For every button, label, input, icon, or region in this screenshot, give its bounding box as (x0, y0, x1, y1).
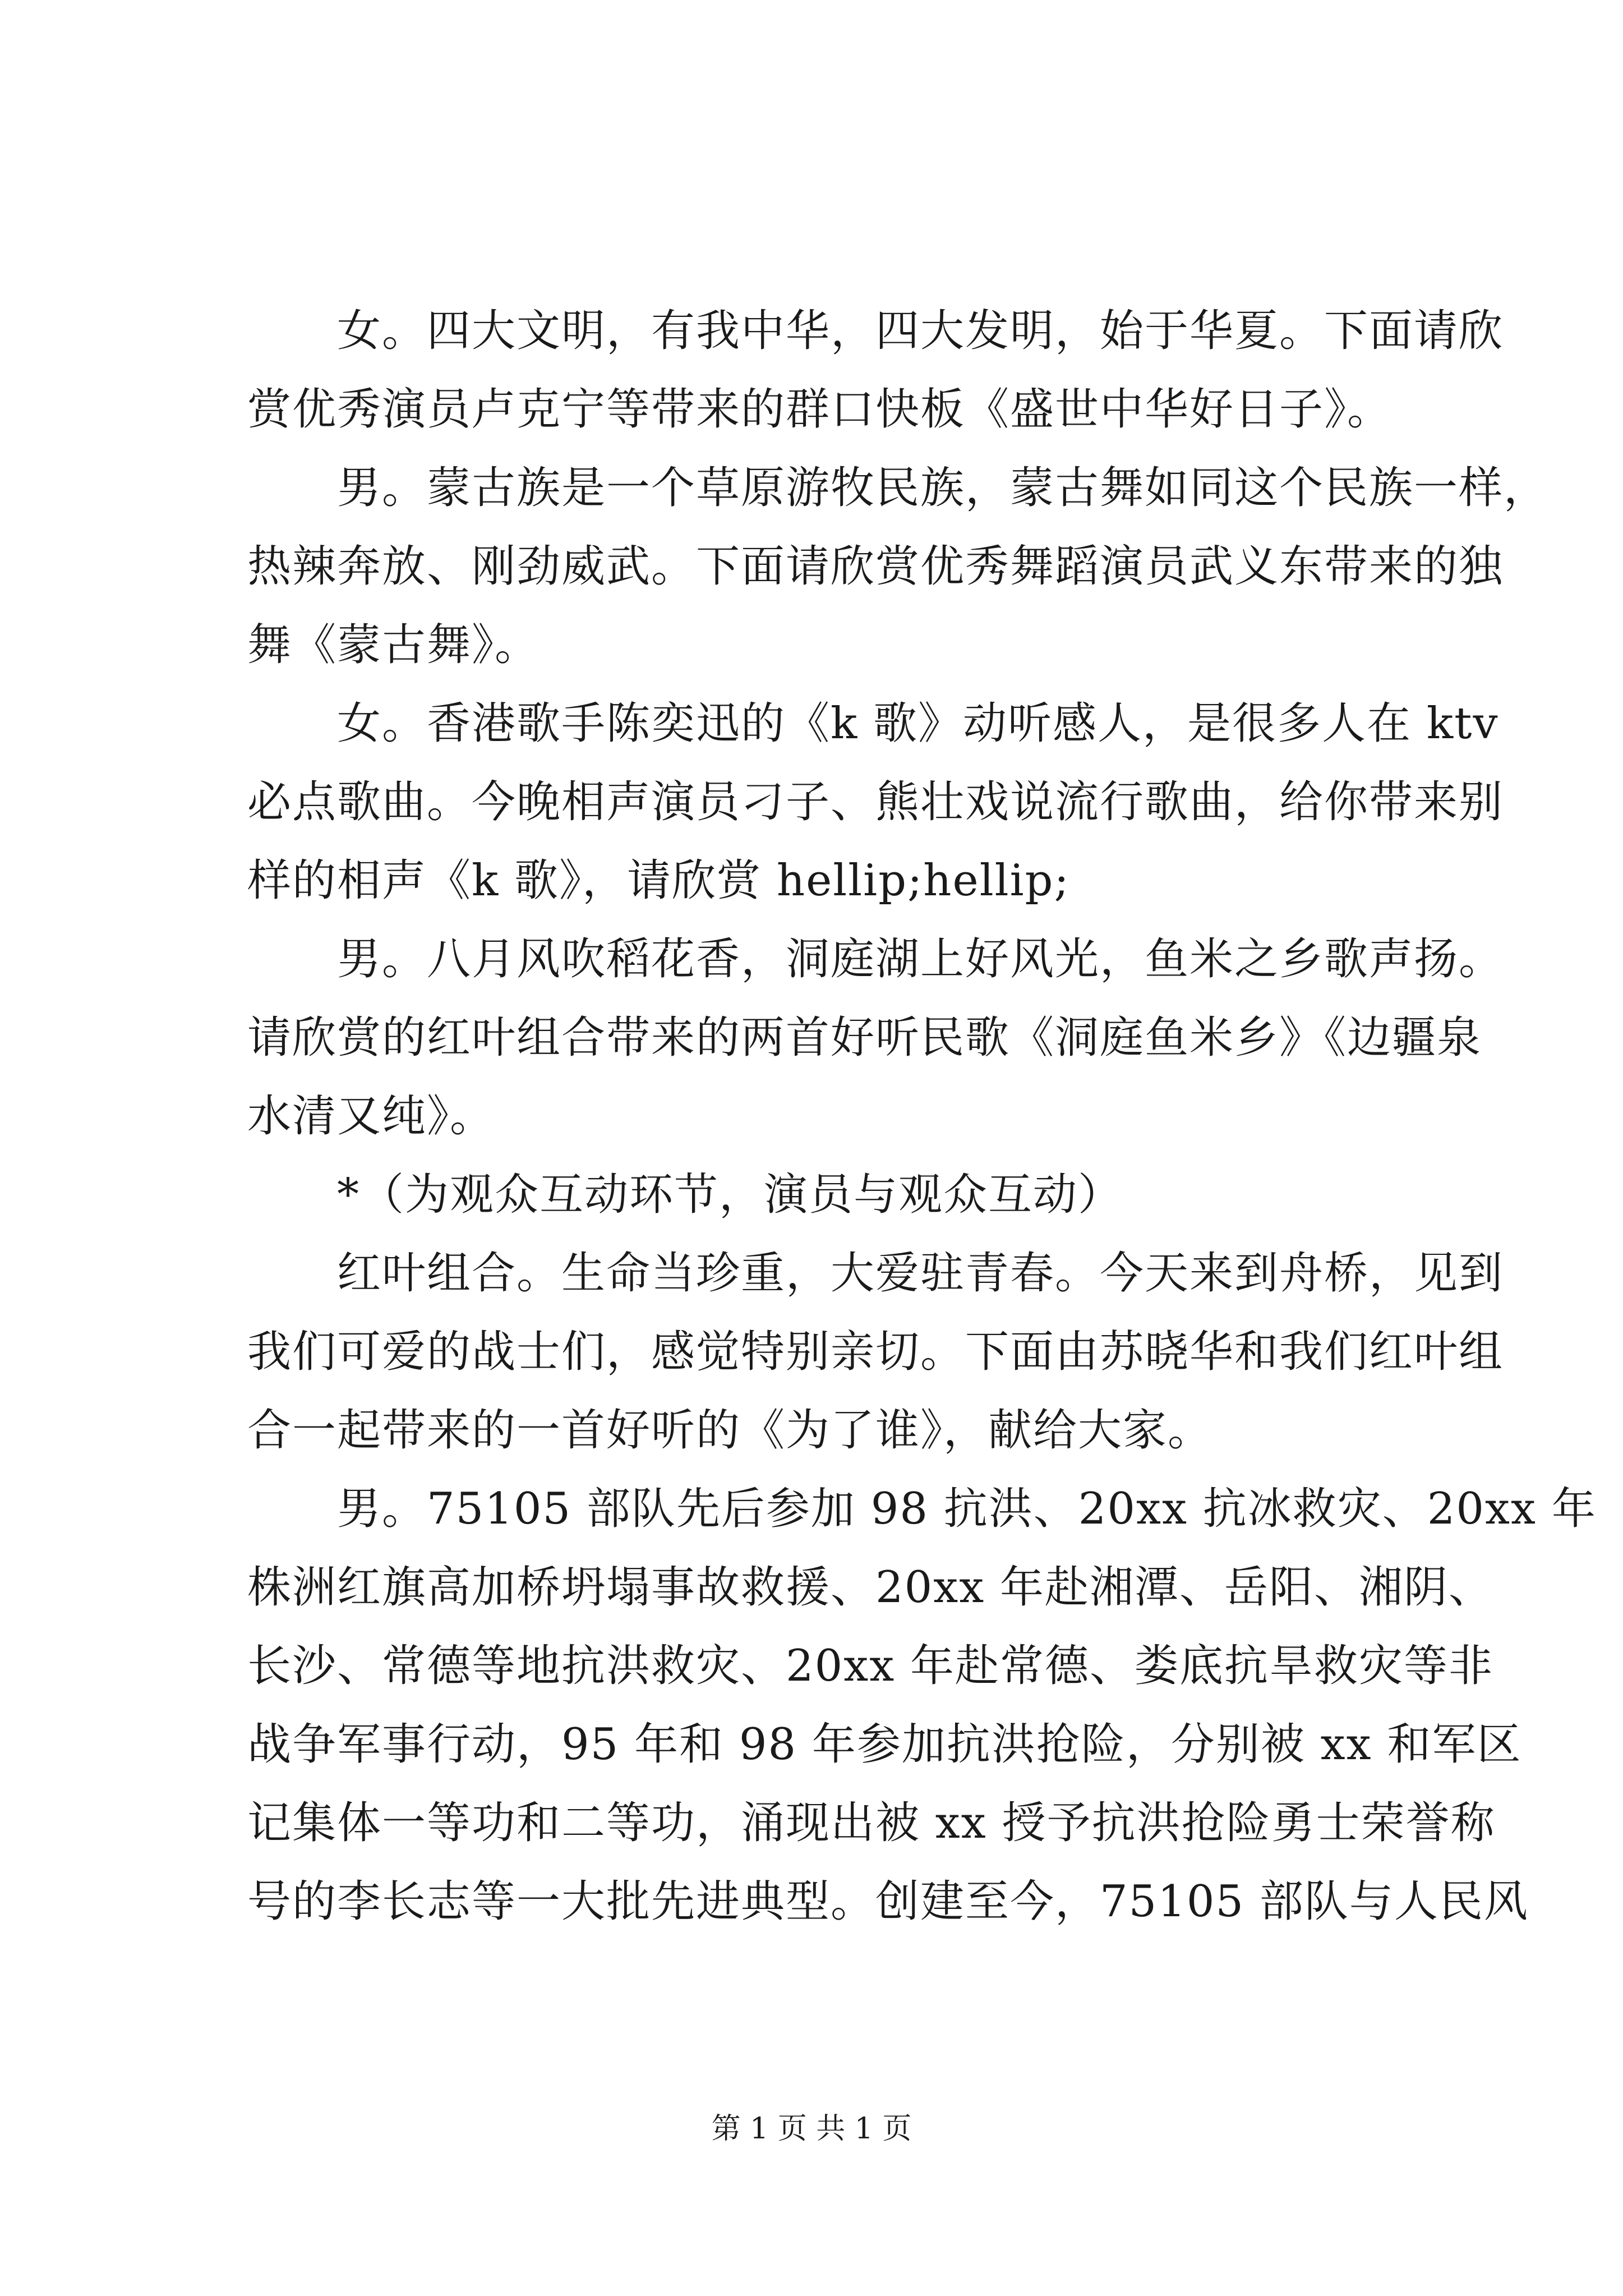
paragraph-line: 女。香港歌手陈奕迅的《k 歌》动听感人，是很多人在 ktv (337, 698, 1499, 749)
paragraph-line: 赏优秀演员卢克宁等带来的群口快板《盛世中华好日子》。 (247, 384, 1393, 435)
paragraph-line: 合一起带来的一首好听的《为了谁》，献给大家。 (247, 1405, 1213, 1456)
paragraph-line: 男。75105 部队先后参加 98 抗洪、20xx 抗冰救灾、20xx 年 (337, 1484, 1597, 1534)
paragraph-line: 我们可爱的战士们，感觉特别亲切。下面由苏晓华和我们红叶组 (247, 1327, 1504, 1377)
paragraph-line: 株洲红旗高加桥坍塌事故救援、20xx 年赴湘潭、岳阳、湘阴、 (247, 1562, 1494, 1613)
page-footer: 第 1 页 共 1 页 (711, 2112, 912, 2146)
paragraph-line: 必点歌曲。今晚相声演员刁子、熊壮戏说流行歌曲，给你带来别 (247, 777, 1504, 827)
paragraph-line: 样的相声《k 歌》，请欣赏 hellip;hellip; (247, 855, 1070, 906)
paragraph-line: 战争军事行动，95 年和 98 年参加抗洪抢险，分别被 xx 和军区 (247, 1719, 1522, 1770)
paragraph-line: 长沙、常德等地抗洪救灾、20xx 年赴常德、娄底抗旱救灾等非 (247, 1641, 1494, 1691)
paragraph-line: 号的李长志等一大批先进典型。创建至今，75105 部队与人民风 (247, 1876, 1529, 1927)
document-body (247, 292, 1597, 1941)
paragraph-line: 男。八月风吹稻花香，洞庭湖上好风光，鱼米之乡歌声扬。 (337, 934, 1504, 984)
paragraph-line: 水清又纯》。 (247, 1091, 495, 1142)
paragraph-line: 女。四大文明，有我中华，四大发明，始于华夏。下面请欣 (337, 306, 1504, 356)
paragraph-line: 舞《蒙古舞》。 (247, 620, 540, 670)
paragraph-line: 记集体一等功和二等功，涌现出被 xx 授予抗洪抢险勇士荣誉称 (247, 1798, 1496, 1848)
paragraph-line: 红叶组合。生命当珍重，大爱驻青春。今天来到舟桥，见到 (337, 1248, 1504, 1299)
paragraph-line: 男。蒙古族是一个草原游牧民族，蒙古舞如同这个民族一样， (337, 463, 1549, 513)
paragraph-line: 请欣赏的红叶组合带来的两首好听民歌《洞庭鱼米乡》《边疆泉 (247, 1013, 1482, 1063)
paragraph-line: *（为观众互动环节，演员与观众互动） (337, 1170, 1123, 1220)
paragraph-line: 热辣奔放、刚劲威武。下面请欣赏优秀舞蹈演员武义东带来的独 (247, 541, 1504, 592)
